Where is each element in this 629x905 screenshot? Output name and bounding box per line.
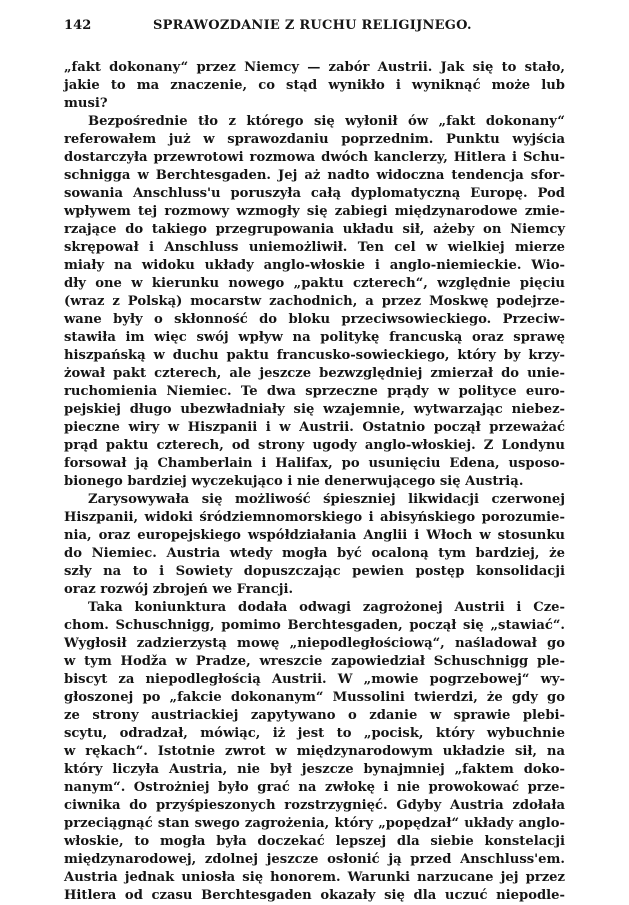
text-line: który liczyła Austria, nie był jeszcze bynajmniej „faktem doko- xyxy=(64,762,565,777)
text-line: międzynarodowej, zdolnej jeszcze osłonić ją przed Anschluss'em. xyxy=(64,852,565,867)
text-line: dły one w kierunku nowego „paktu czterech“, względnie pięciu xyxy=(64,276,565,291)
text-line: bionego bardziej wyczekująco i nie denerwującego się Austrią. xyxy=(64,474,524,489)
text-line: pejskiej długo ubezwładniały się wzajemnie, wytwarzając niebez- xyxy=(64,402,565,417)
text-line: do Niemiec. Austria wtedy mogła być ocaloną tym bardziej, że xyxy=(64,546,565,561)
text-line: biscyt za niepodległością Austrii. W „mowie pogrzebowej“ wy- xyxy=(64,672,565,687)
running-title: SPRAWOZDANIE Z RUCHU RELIGIJNEGO. xyxy=(153,18,472,33)
text-line: miały na widoku układy anglo-włoskie i anglo-niemieckie. Wio- xyxy=(64,258,565,273)
text-line: wane były o skłonność do bloku przeciwsowieckiego. Przeciw- xyxy=(64,312,565,327)
text-line: (wraz z Polską) mocarstw zachodnich, a przez Moskwę podejrze- xyxy=(64,294,565,309)
text-line: skrępował i Anschluss uniemożliwił. Ten cel w wielkiej mierze xyxy=(64,240,565,255)
text-line: przeciągnąć stan swego zagrożenia, który „popędzał“ układy anglo- xyxy=(64,816,565,831)
text-line: żował pakt czterech, ale jeszcze bezwzględniej zmierzał do unie- xyxy=(64,366,565,381)
text-line: referowałem już w sprawozdaniu poprzednim. Punktu wyjścia xyxy=(64,132,565,147)
page-header xyxy=(64,18,565,40)
text-line: nia, oraz europejskiego współdziałania Anglii i Włoch w stosunku xyxy=(64,528,565,543)
text-line: forsował ją Chamberlain i Halifax, po usunięciu Edena, usposo- xyxy=(64,456,565,471)
text-line: ze strony austriackiej zapytywano o zdanie w sprawie plebi- xyxy=(64,708,565,723)
text-line: głoszonej po „fakcie dokonanym“ Mussolini twierdzi, że gdy go xyxy=(64,690,565,705)
text-line: stawiła im więc swój wpływ na politykę francuską oraz sprawę xyxy=(64,330,565,345)
text-line: schnigga w Berchtesgaden. Jej aż nadto widoczna tendencja sfor- xyxy=(64,168,565,183)
text-line: szły na to i Sowiety dopuszczając pewien postęp konsolidacji xyxy=(64,564,565,579)
text-line: scytu, odradzał, mówiąc, iż jest to „pocisk, który wybuchnie xyxy=(64,726,565,741)
text-line: pieczne wiry w Hiszpanii i w Austrii. Ostatnio począł przeważać xyxy=(64,420,565,435)
text-line: włoskie, to mogła była doczekać lepszej dla siebie konstelacji xyxy=(64,834,565,849)
text-line: chom. Schuschnigg, pomimo Berchtesgaden, począł się „stawiać“. xyxy=(64,618,565,633)
text-line: sowania Anschluss'u poruszyła całą dyplomatyczną Europę. Pod xyxy=(64,186,565,201)
body-text xyxy=(64,59,565,905)
text-line: jakie to ma znaczenie, co stąd wynikło i wyniknąć może lub xyxy=(64,78,565,93)
text-line: Wygłosił zadzierzystą mowę „niepodległościową“, naśladował go xyxy=(64,636,565,651)
text-line: „fakt dokonany“ przez Niemcy — zabór Austrii. Jak się to stało, xyxy=(64,60,565,75)
text-line: musi? xyxy=(64,96,108,111)
text-line: prąd paktu czterech, od strony ugody anglo-włoskiej. Z Londynu xyxy=(64,438,565,453)
text-line: ciwnika do przyśpieszonych rozstrzygnięć. Gdyby Austria zdołała xyxy=(64,798,565,813)
text-line: w tym Hodža w Pradze, wreszcie zapowiedział Schuschnigg ple- xyxy=(64,654,565,669)
text-line: wpływem tej rozmowy wzmogły się zabiegi międzynarodowe zmie- xyxy=(64,204,565,219)
text-line: Zarysowywała się możliwość śpieszniej likwidacji czerwonej xyxy=(88,492,565,507)
text-line: Austria jednak uniosła się honorem. Warunki narzucane jej przez xyxy=(64,870,565,885)
text-line: w rękach“. Istotnie zwrot w międzynarodowym układzie sił, na xyxy=(64,744,565,759)
text-line: hiszpańską w duchu paktu francusko-sowieckiego, który by krzy- xyxy=(64,348,565,363)
text-line: rzające do takiego przegrupowania układu sił, ażeby on Niemcy xyxy=(64,222,565,237)
text-line: oraz rozwój zbrojeń we Francji. xyxy=(64,582,294,597)
page-number: 142 xyxy=(64,18,92,33)
text-line: ruchomienia Niemiec. Te dwa sprzeczne prądy w polityce euro- xyxy=(64,384,565,399)
text-line: Hitlera od czasu Berchtesgaden okazały się dla uczuć niepodle- xyxy=(64,888,565,903)
text-line: Hiszpanii, widoki śródziemnomorskiego i abisyńskiego porozumie- xyxy=(64,510,565,525)
text-line: dostarczyła przewrotowi rozmowa dwóch kanclerzy, Hitlera i Schu- xyxy=(64,150,565,165)
text-line: Bezpośrednie tło z którego się wyłonił ów „fakt dokonany“ xyxy=(88,114,565,129)
text-line: nanym“. Ostrożniej było grać na zwłokę i nie prowokować prze- xyxy=(64,780,565,795)
text-line: Taka koniunktura dodała odwagi zagrożonej Austrii i Cze- xyxy=(88,600,565,615)
